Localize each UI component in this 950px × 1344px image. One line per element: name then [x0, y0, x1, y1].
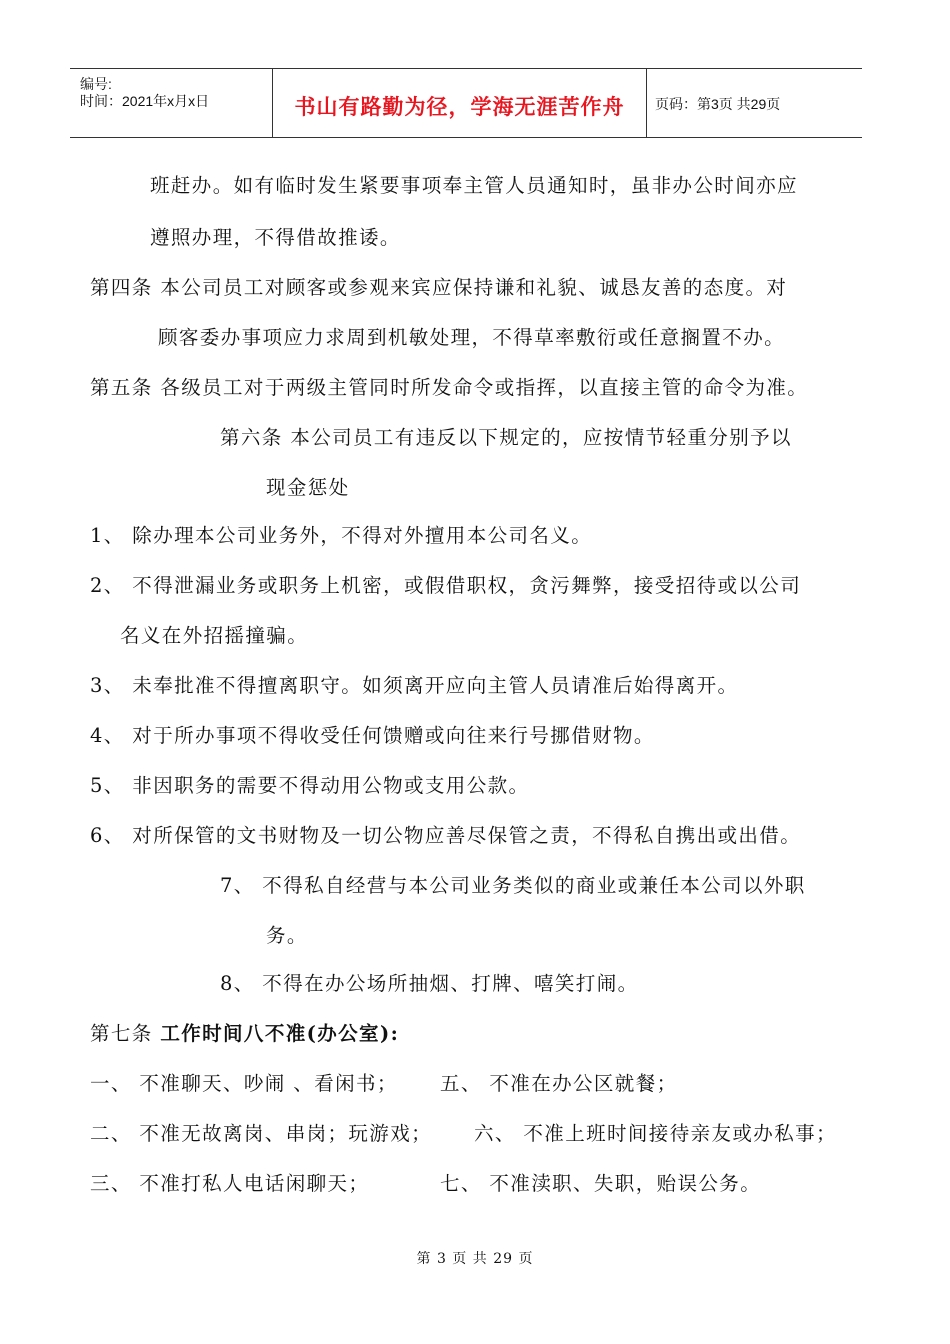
document-time-label: 时间：2021年x月x日 [80, 93, 210, 109]
list-item: 3、 未奉批准不得擅离职守。如须离开应向主管人员请准后始得离开。 [90, 674, 739, 697]
rule-item: 一、 不准聊天、吵闹 、看闲书； [90, 1072, 398, 1095]
rule-item: 五、 不准在办公区就餐； [440, 1072, 678, 1095]
header-motto-cell [273, 69, 647, 137]
rule-item: 二、 不准无故离岗、串岗；玩游戏； [90, 1122, 432, 1145]
list-item: 8、 不得在办公场所抽烟、打牌、嘻笑打闹。 [220, 972, 639, 995]
list-item: 1、 除办理本公司业务外，不得对外擅用本公司名义。 [90, 524, 593, 547]
document-number-label: 编号: [80, 76, 112, 92]
article-4: 第四条 本公司员工对顾客或参观来宾应保持谦和礼貌、诚恳友善的态度。对 [90, 276, 788, 299]
rule-item: 三、 不准打私人电话闲聊天； [90, 1172, 370, 1195]
header-info-cell [70, 69, 273, 137]
list-item: 4、 对于所办事项不得收受任何馈赠或向往来行号挪借财物。 [90, 724, 655, 747]
page-footer: 第 3 页 共 29 页 [416, 1251, 534, 1267]
article-5: 第五条 各级员工对于两级主管同时所发命令或指挥，以直接主管的命令为准。 [90, 376, 809, 399]
header-page-cell [647, 69, 862, 137]
article-7-title: 工作时间八不准(办公室): [160, 1022, 400, 1045]
list-item: 2、 不得泄漏业务或职务上机密，或假借职权，贪污舞弊，接受招待或以公司 [90, 574, 802, 597]
list-item: 5、 非因职务的需要不得动用公物或支用公款。 [90, 774, 530, 797]
document-header [70, 68, 862, 138]
body-line: 务。 [266, 924, 308, 947]
list-item: 7、 不得私自经营与本公司业务类似的商业或兼任本公司以外职 [220, 874, 806, 897]
header-motto: 书山有路勤为径，学海无涯苦作舟 [294, 95, 625, 119]
body-line: 遵照办理，不得借故推诿。 [150, 226, 401, 249]
body-line: 班赶办。如有临时发生紧要事项奉主管人员通知时，虽非办公时间亦应 [150, 174, 798, 197]
article-7-label: 第七条 [90, 1022, 161, 1045]
list-item: 6、 对所保管的文书财物及一切公物应善尽保管之责，不得私自携出或出借。 [90, 824, 802, 847]
body-line: 现金惩处 [266, 476, 350, 499]
body-line: 顾客委办事项应力求周到机敏处理，不得草率敷衍或任意搁置不办。 [158, 326, 786, 349]
rule-item: 六、 不准上班时间接待亲友或办私事； [474, 1122, 837, 1145]
rule-item: 七、 不准渎职、失职，贻误公务。 [440, 1172, 762, 1195]
article-6: 第六条 本公司员工有违反以下规定的，应按情节轻重分别予以 [220, 426, 792, 449]
header-page-label: 页码：第3页 共29页 [655, 96, 781, 112]
article-7 [90, 1018, 399, 1046]
body-line: 名义在外招摇撞骗。 [120, 624, 309, 647]
